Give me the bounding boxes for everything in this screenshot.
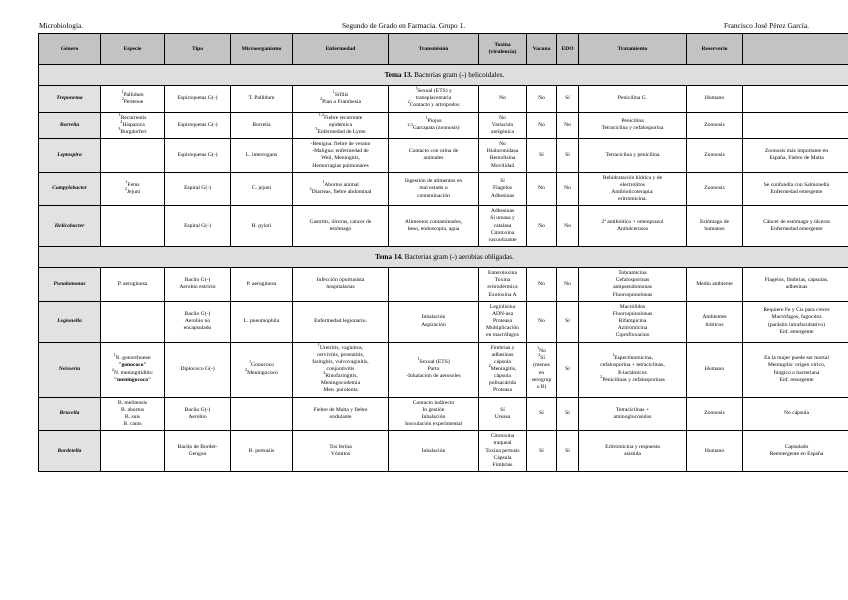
cell-microorganismo: B. pertusiis	[231, 431, 293, 472]
cell-toxina: Citotoxina traqueal Toxina pertusis Cápsula Fimbrias	[479, 431, 527, 472]
cell-reservorio: Humano	[687, 431, 743, 472]
cell-edo: No	[557, 112, 579, 138]
cell-toxina: No	[479, 86, 527, 112]
column-header-tratamiento: Tratamiento	[579, 34, 687, 65]
cell-transmision: $^1$Sexual (ETS) Parto -Inhalación de aerosoles	[389, 342, 479, 397]
cell-tratamiento: Penicilina G.	[579, 86, 687, 112]
cell-tipo: Diplococo G(-)	[165, 342, 231, 397]
cell-enfermedad: $^1$Uretritis, vaginitos, cervivitis, prostatitis, faringitis, vulvovaginitis, conjuntivitis $^2$Rinofaringitis, Meningocodemia Men. purolenta	[293, 342, 389, 397]
cell-notas: Se confundía con Salmonella Enfermedad emergente	[743, 172, 848, 206]
cell-enfermedad: Enfermedad legionario.	[293, 301, 389, 342]
cell-toxina: Legiolisina ADN-asa Proteasa Multiplicación en macrófagos	[479, 301, 527, 342]
section-number: Tema 14.	[375, 252, 405, 261]
cell-vacuna: No	[527, 206, 557, 247]
cell-genero: Campylobacter	[39, 172, 101, 206]
column-header-enfermedad: Enfermedad	[293, 34, 389, 65]
cell-tratamiento: 2ª antibiótico + omeoprazol Antiulcerosos	[579, 206, 687, 247]
cell-reservorio: Zoonosis	[687, 139, 743, 173]
cell-edo: Sí	[557, 139, 579, 173]
cell-reservorio: Medio ambiente	[687, 268, 743, 302]
cell-reservorio: Estómago de humanos	[687, 206, 743, 247]
cell-toxina: Enterotoxina Toxina eritrodérmica Exotoxina A	[479, 268, 527, 302]
section-title	[39, 65, 848, 86]
cell-microorganismo: L. interrogans	[231, 139, 293, 173]
section-title-text: Bacterias gram (-) aerobias obligadas.	[404, 252, 514, 261]
cell-toxina: Sí Ureasa	[479, 397, 527, 431]
cell-tratamiento: Tetraciclinas + aminoglucósidos	[579, 397, 687, 431]
header-subject: Microbiología.	[39, 21, 84, 30]
header-author: Francisco José Pérez García.	[724, 21, 809, 30]
microbiology-table	[38, 33, 848, 472]
table-row	[39, 431, 848, 472]
cell-vacuna: Sí	[527, 397, 557, 431]
cell-microorganismo: L. pneumophila	[231, 301, 293, 342]
column-header-tipo: Tipo	[165, 34, 231, 65]
cell-especie: $^1$Recurrentis $^2$Hispanica $^3$Burgdorferi	[101, 112, 165, 138]
cell-reservorio: Zoonosis	[687, 397, 743, 431]
cell-vacuna: $^1$No $^2$Sí (menos en serogrup o B)	[527, 342, 557, 397]
cell-especie: $^1$Pallidum $^2$Pertenue	[101, 86, 165, 112]
cell-edo: Sí	[557, 342, 579, 397]
cell-transmision: $^1$Piojos $^{2,3}$Garrapata (zoonosis)	[389, 112, 479, 138]
cell-transmision: Alimentos contaminados, beso, endoscopia, agua	[389, 206, 479, 247]
cell-vacuna: No	[527, 301, 557, 342]
cell-tipo: Espiroquetas G(-)	[165, 139, 231, 173]
cell-especie	[101, 139, 165, 173]
table-row	[39, 206, 848, 247]
column-header-transmision: Transmisión	[389, 34, 479, 65]
cell-reservorio: Zoonosis	[687, 172, 743, 206]
cell-especie: B. melitensis B. abortus B. suis B. canis	[101, 397, 165, 431]
cell-tratamiento: Penicilina Tetraciclina y cefalosporina	[579, 112, 687, 138]
cell-enfermedad: Tos ferina Vómitos	[293, 431, 389, 472]
cell-genero: Bordetella	[39, 431, 101, 472]
cell-microorganismo: $^1$Gonococo $^2$Meningococo	[231, 342, 293, 397]
cell-tipo: Espiral G(-)	[165, 206, 231, 247]
section-title	[39, 247, 848, 268]
cell-notas: En la mujer puede ser mortal Meningitis: origen vírico, fúngico o bacteriana Enf. resurgente	[743, 342, 848, 397]
cell-notas: No cápsula	[743, 397, 848, 431]
column-header-especie: Especie	[101, 34, 165, 65]
column-header-genero: Género	[39, 34, 101, 65]
cell-especie: $^1$N. gonorrhoeae: "gonococo" $^2$N. meningitiditis: "meningococo"	[101, 342, 165, 397]
cell-enfermedad: -Benigna: fiebre de verano -Maligna: enfermedad de Weil, Meningitis, Hemorragias pulmonares	[293, 139, 389, 173]
cell-transmision: Inhalación	[389, 431, 479, 472]
cell-microorganismo	[231, 397, 293, 431]
table-body	[39, 65, 848, 472]
cell-notas: Requiere Fe y Cis para crecer Macrófagos, fagocitos (parásito intrafacultativo) Enf. emergente	[743, 301, 848, 342]
cell-transmision: $^1$Sexual (ETS) y transplacentaria $^2$Contacto y artrópodos	[389, 86, 479, 112]
cell-vacuna: No	[527, 172, 557, 206]
cell-transmision: Contacto indirecto In gestión Inhalación Inoculación experimental	[389, 397, 479, 431]
cell-tipo: Bacilo de Bordet- Gengou	[165, 431, 231, 472]
table-row	[39, 397, 848, 431]
cell-especie	[101, 301, 165, 342]
cell-reservorio: Ambientes hídricos	[687, 301, 743, 342]
cell-genero: Legionella	[39, 301, 101, 342]
cell-notas	[743, 86, 848, 112]
cell-tratamiento: $^1$Espectinomicina, cefalosporina + tetraciclinas, ß-lactámicos $^2$Penicilinas y cefalosporinas	[579, 342, 687, 397]
column-header-toxina	[479, 34, 527, 65]
column-header-notas	[743, 34, 848, 65]
document-header	[38, 22, 810, 30]
cell-especie	[101, 206, 165, 247]
table-row	[39, 301, 848, 342]
cell-edo: No	[557, 268, 579, 302]
cell-vacuna: Sí	[527, 431, 557, 472]
header-course: Segundo de Grado en Farmacia. Grupo 1.	[342, 21, 466, 30]
cell-notas: Cáncer de estómago y úlceras Enfermedad emergente	[743, 206, 848, 247]
table-row	[39, 268, 848, 302]
cell-notas: Capsulado Reemergente en España	[743, 431, 848, 472]
cell-transmision: Inhalación Aspiración	[389, 301, 479, 342]
cell-tratamiento: Tobramicina Cefalosporinas antipseudomonas Fluoroquinolonas	[579, 268, 687, 302]
cell-enfermedad: Fiebre de Malta y fiebre ondulante	[293, 397, 389, 431]
cell-especie: $^1$Fetus $^2$Jejuni	[101, 172, 165, 206]
cell-microorganismo: Borrelia	[231, 112, 293, 138]
cell-edo: Sí	[557, 431, 579, 472]
cell-tipo: Bacilo G(-) Aerobio estricto	[165, 268, 231, 302]
column-header-reservorio: Reservorio	[687, 34, 743, 65]
cell-especie: P. aeruginosa	[101, 268, 165, 302]
cell-toxina: Sí Flagelos Adhesinas	[479, 172, 527, 206]
section-header-row	[39, 247, 848, 268]
cell-tipo: Espiroquetas G(-)	[165, 86, 231, 112]
cell-enfermedad: Infección oportunista hospitalarias	[293, 268, 389, 302]
cell-notas: Zoonosis más importante en España, Fiebre de Malta	[743, 139, 848, 173]
cell-tipo: Bacilo G(-) Aerobio	[165, 397, 231, 431]
cell-tratamiento: Macrólidos Fluoroquinolonas Rifampicina Azitromicina Ciprofloxacino	[579, 301, 687, 342]
column-header-microorganismo: Microorganismo	[231, 34, 293, 65]
table-row	[39, 342, 848, 397]
table-header-row	[39, 34, 848, 65]
column-header-toxina-line1: Toxina	[494, 41, 511, 48]
cell-vacuna: No	[527, 112, 557, 138]
cell-enfermedad: $^{1,2}$Fiebre recurrente epidémica $^3$Enfermedad de Lyme	[293, 112, 389, 138]
cell-microorganismo: C. jejuni	[231, 172, 293, 206]
cell-toxina: Adhesinas Sí ureasa y catalasa Citotoxina vacuolizante	[479, 206, 527, 247]
cell-genero: Pseudomonas	[39, 268, 101, 302]
cell-genero: Brucella	[39, 397, 101, 431]
cell-tipo: Espiral G(-)	[165, 172, 231, 206]
cell-reservorio: Humano	[687, 86, 743, 112]
cell-genero: Treponema	[39, 86, 101, 112]
cell-edo: Sí	[557, 301, 579, 342]
cell-tipo: Espiroquetas G(-)	[165, 112, 231, 138]
cell-toxina: No Variación antigénica	[479, 112, 527, 138]
table-row	[39, 86, 848, 112]
cell-transmision	[389, 268, 479, 302]
cell-vacuna: No	[527, 86, 557, 112]
cell-enfermedad: Gastritis, úlceras, cáncer de estómago	[293, 206, 389, 247]
cell-tratamiento: Eritromicina y respuesta asistida	[579, 431, 687, 472]
cell-edo: Sí	[557, 86, 579, 112]
section-title-text: Bacterias gram (-) helicoidales.	[414, 70, 505, 79]
table-row	[39, 112, 848, 138]
cell-reservorio: Humano	[687, 342, 743, 397]
section-header-row	[39, 65, 848, 86]
column-header-edo: EDO	[557, 34, 579, 65]
table-head	[39, 34, 848, 65]
cell-tratamiento: Tetraciclina y penicilina	[579, 139, 687, 173]
cell-toxina: Fimbrias y adhesinas cápsula $^2$Meningitis, cápsula polisacárida Proteasa	[479, 342, 527, 397]
cell-toxina: No Hialuronidasa Hemolisina Movilidad	[479, 139, 527, 173]
cell-enfermedad: $^1$Sífilis $^2$Pian o Frambesia	[293, 86, 389, 112]
cell-microorganismo: P. aeruginosa	[231, 268, 293, 302]
cell-tipo: Bacilo G(-) Aerobio no encapsulado	[165, 301, 231, 342]
cell-reservorio: Zoonosis	[687, 112, 743, 138]
cell-vacuna: Sí	[527, 139, 557, 173]
cell-especie	[101, 431, 165, 472]
cell-edo: No	[557, 206, 579, 247]
cell-notas: Flagelos, fimbrias, cápsulas, adhesinas	[743, 268, 848, 302]
column-header-vacuna: Vacuna	[527, 34, 557, 65]
cell-transmision: Contacto con orina de animales	[389, 139, 479, 173]
cell-genero: Borrelia	[39, 112, 101, 138]
table-row	[39, 139, 848, 173]
table-row	[39, 172, 848, 206]
section-number: Tema 13.	[384, 70, 415, 79]
cell-transmision: Ingestión de alimentos en mal estado o contaminación	[389, 172, 479, 206]
cell-edo: Sí	[557, 397, 579, 431]
cell-notas	[743, 112, 848, 138]
cell-enfermedad: $^1$Abortos animal $^2$Diarreas, fiebre abdominal	[293, 172, 389, 206]
cell-tratamiento: Rehidratación hídrica y de electrolitos Antibioticoterapia: eritromicina.	[579, 172, 687, 206]
cell-microorganismo: H. pylori	[231, 206, 293, 247]
cell-microorganismo: T. Pallidum	[231, 86, 293, 112]
cell-vacuna: No	[527, 268, 557, 302]
cell-genero: Leptospira	[39, 139, 101, 173]
cell-genero: Helicobacter	[39, 206, 101, 247]
cell-edo: No	[557, 172, 579, 206]
column-header-toxina-line2: (virulencia)	[488, 49, 517, 56]
cell-genero: Neisseria	[39, 342, 101, 397]
